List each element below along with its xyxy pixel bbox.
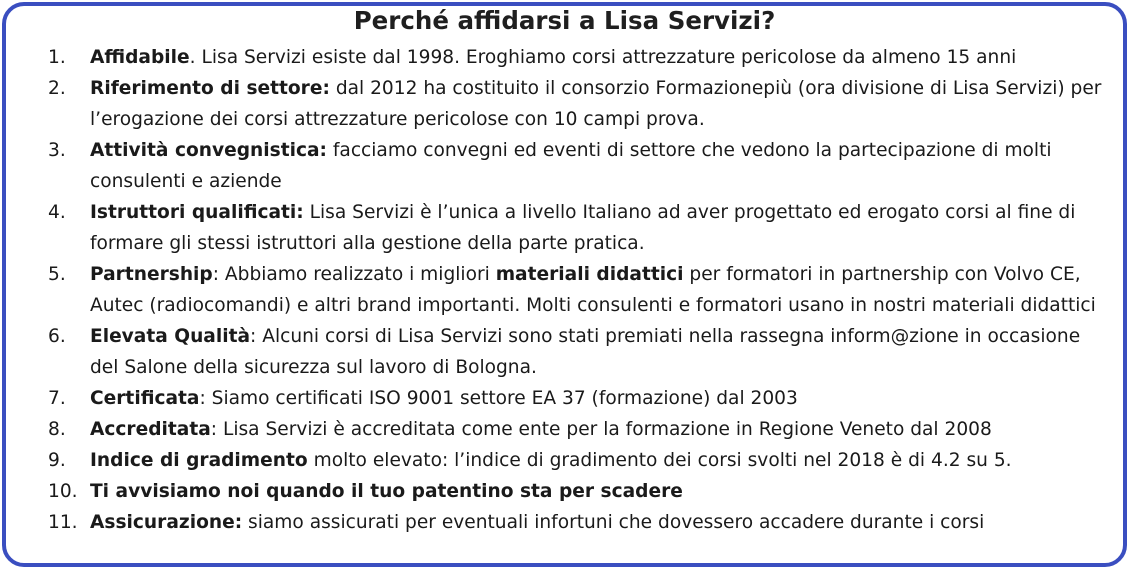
list-item-bold-text: Istruttori qualificati:	[90, 202, 304, 223]
list-item-text: per formatori in partnership con Volvo CE, Autec (radiocomandi) e altri brand importanti. Molti consulenti e formatori usano in nostri materiali didattici	[90, 264, 1096, 316]
list-item-text: Lisa Servizi è l’unica a livello Italiano ad aver progettato ed erogato corsi al fine di formare gli stessi istruttori alla gestione della parte pratica.	[90, 202, 1076, 254]
list-item-bold-text: materiali didattici	[495, 264, 684, 285]
list-item-bold-text: Attività convegnistica:	[90, 140, 327, 161]
list-item	[6, 383, 1123, 414]
list-item-number: 10.	[48, 481, 78, 502]
list-item-number: 7.	[48, 388, 66, 409]
list-item-text: dal 2012 ha costituito il consorzio Formazionepiù (ora divisione di Lisa Servizi) per l’erogazione dei corsi attrezzature pericolose con 10 campi prova.	[90, 78, 1102, 130]
list-item	[6, 73, 1123, 135]
list-item-number: 9.	[48, 450, 66, 471]
list-item-text: : Lisa Servizi è accreditata come ente per la formazione in Regione Veneto dal 2008	[210, 419, 992, 440]
reasons-list	[6, 42, 1123, 538]
list-item-number: 11.	[48, 512, 78, 533]
list-item	[6, 507, 1123, 538]
list-item-text: molto elevato: l’indice di gradimento dei corsi svolti nel 2018 è di 4.2 su 5.	[307, 450, 1012, 471]
page-title: Perché affidarsi a Lisa Servizi?	[353, 6, 776, 35]
list-item-bold-text: Assicurazione:	[90, 512, 243, 533]
list-item-text: siamo assicurati per eventuali infortuni che dovessero accadere durante i corsi	[242, 512, 985, 533]
list-item-bold-text: Certificata	[90, 388, 200, 409]
list-item-bold-text: Ti avvisiamo noi quando il tuo patentino sta per scadere	[90, 481, 683, 502]
list-item-text: : Alcuni corsi di Lisa Servizi sono stati premiati nella rassegna inform@zione in occasione del Salone della sicurezza sul lavoro di Bologna.	[90, 326, 1081, 378]
list-item-number: 6.	[48, 326, 66, 347]
list-item	[6, 414, 1123, 445]
list-item-bold-text: Partnership	[90, 264, 213, 285]
list-item-bold-text: Accreditata	[90, 419, 211, 440]
list-item-text: : Siamo certificati ISO 9001 settore EA 37 (formazione) dal 2003	[199, 388, 798, 409]
list-item-bold-text: Riferimento di settore:	[90, 78, 330, 99]
list-item-bold-text: Elevata Qualità	[90, 326, 251, 347]
list-item	[6, 321, 1123, 383]
list-item-number: 2.	[48, 78, 66, 99]
list-item-text: : Abbiamo realizzato i migliori	[212, 264, 496, 285]
list-item-bold-text: Affidabile	[90, 47, 190, 68]
list-item-number: 3.	[48, 140, 66, 161]
list-item	[6, 259, 1123, 321]
list-item	[6, 42, 1123, 73]
list-item	[6, 445, 1123, 476]
list-item-text: facciamo convegni ed eventi di settore che vedono la partecipazione di molti consulenti e aziende	[90, 140, 1052, 192]
list-item	[6, 135, 1123, 197]
content-frame	[2, 2, 1127, 567]
list-item	[6, 476, 1123, 507]
list-item-text: . Lisa Servizi esiste dal 1998. Eroghiamo corsi attrezzature pericolose da almeno 15 anni	[189, 47, 1017, 68]
list-item-bold-text: Indice di gradimento	[90, 450, 308, 471]
list-item	[6, 197, 1123, 259]
list-item-number: 5.	[48, 264, 66, 285]
list-item-number: 4.	[48, 202, 66, 223]
list-item-number: 1.	[48, 47, 66, 68]
list-item-number: 8.	[48, 419, 66, 440]
